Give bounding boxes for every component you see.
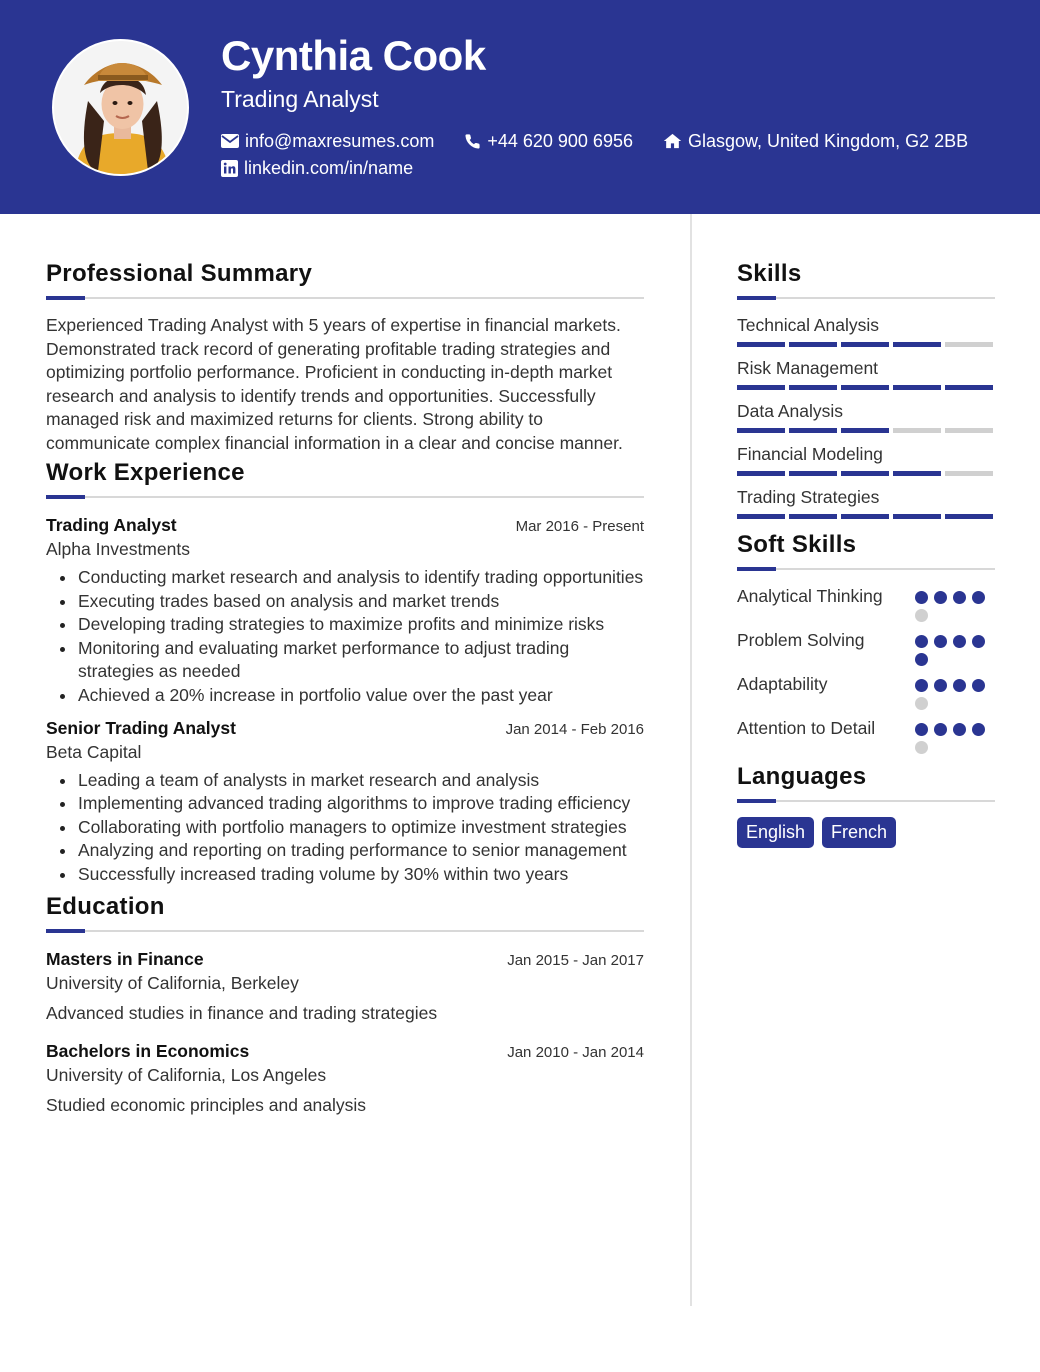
degree-title: Masters in Finance xyxy=(46,948,204,969)
skill-name: Financial Modeling xyxy=(737,444,883,464)
contact-email[interactable] xyxy=(221,131,434,152)
skill-level-segment xyxy=(893,428,941,433)
job-bullets xyxy=(78,566,644,708)
list-item: Implementing advanced trading algorithms to improve trading efficiency xyxy=(78,792,644,816)
soft-skill-dots xyxy=(915,629,995,666)
profile-photo xyxy=(52,39,189,176)
list-item: Developing trading strategies to maximize profits and minimize risks xyxy=(78,613,644,637)
education-section xyxy=(46,891,644,1117)
skill-name: Risk Management xyxy=(737,358,879,378)
contact-location xyxy=(663,131,968,152)
summary-text: Experienced Trading Analyst with 5 years of expertise in financial markets. Demonstrated track record of generating profitable trading strategies and optimizing portfolio performance. Proficient in conducting in-depth market research and analysis to identify trends and opportunities. Successfully managed risk and maximized returns for clients. Strong ability to communicate complex financial information in a clear and concise manner. xyxy=(46,315,623,453)
skill-level-segment xyxy=(945,342,993,347)
skill-level-dot xyxy=(915,723,928,736)
list-item: Leading a team of analysts in market research and analysis xyxy=(78,769,644,793)
soft-skill-item xyxy=(737,585,995,622)
school-name: University of California, Berkeley xyxy=(46,972,299,993)
skill-level-segment xyxy=(737,342,785,347)
skill-level-dot xyxy=(915,653,928,666)
skill-item xyxy=(737,357,995,390)
skill-name: Data Analysis xyxy=(737,401,844,421)
summary-section xyxy=(46,258,644,455)
skill-level-segment xyxy=(789,385,837,390)
skill-item xyxy=(737,314,995,347)
skill-level-dot xyxy=(972,635,985,648)
skill-level-segment xyxy=(841,342,889,347)
contact-phone[interactable] xyxy=(464,131,633,152)
skill-level-dot xyxy=(915,741,928,754)
skill-level-bar xyxy=(737,385,995,390)
skill-level-segment xyxy=(789,514,837,519)
soft-skills-section xyxy=(737,529,995,754)
skill-level-dot xyxy=(915,609,928,622)
skill-level-dot xyxy=(934,723,947,736)
education-date: Jan 2015 - Jan 2017 xyxy=(507,951,644,969)
skill-level-segment xyxy=(893,342,941,347)
portrait-illustration xyxy=(54,41,189,176)
skill-name: Trading Strategies xyxy=(737,487,880,507)
school-name: University of California, Los Angeles xyxy=(46,1064,327,1085)
section-rule xyxy=(737,799,995,803)
skill-level-segment xyxy=(841,428,889,433)
skill-level-segment xyxy=(945,514,993,519)
language-tag: English xyxy=(737,817,814,848)
skill-item xyxy=(737,443,995,476)
job-company: Alpha Investments xyxy=(46,539,190,559)
education-heading: Education xyxy=(46,892,165,920)
skill-level-segment xyxy=(945,471,993,476)
skill-level-segment xyxy=(737,385,785,390)
skill-level-dot xyxy=(953,591,966,604)
education-entry xyxy=(46,947,644,1025)
soft-skill-name: Adaptability xyxy=(737,674,828,694)
section-rule xyxy=(737,296,995,300)
list-item: Collaborating with portfolio managers to optimize investment strategies xyxy=(78,816,644,840)
phone-text: +44 620 900 6956 xyxy=(487,130,633,151)
job-entry xyxy=(46,513,644,708)
skill-level-segment xyxy=(737,514,785,519)
linkedin-text: linkedin.com/in/name xyxy=(244,157,414,178)
contact-info xyxy=(221,128,998,182)
soft-skill-dots xyxy=(915,673,995,710)
skill-level-dot xyxy=(972,723,985,736)
skill-level-bar xyxy=(737,342,995,347)
soft-skill-item xyxy=(737,673,995,710)
skills-heading: Skills xyxy=(737,260,802,287)
soft-skill-item xyxy=(737,629,995,666)
list-item: Analyzing and reporting on trading performance to senior management xyxy=(78,839,644,863)
skill-level-segment xyxy=(737,471,785,476)
language-tags xyxy=(737,817,995,848)
skill-level-segment xyxy=(893,471,941,476)
soft-skill-name: Attention to Detail xyxy=(737,718,876,738)
skill-level-segment xyxy=(945,385,993,390)
education-description: Advanced studies in finance and trading strategies xyxy=(46,1002,438,1023)
skill-level-segment xyxy=(841,471,889,476)
skill-level-dot xyxy=(934,679,947,692)
soft-skill-dots xyxy=(915,585,995,622)
soft-skills-heading: Soft Skills xyxy=(737,531,857,558)
skill-level-bar xyxy=(737,428,995,433)
language-tag: French xyxy=(822,817,896,848)
skill-level-dot xyxy=(953,635,966,648)
soft-skill-item xyxy=(737,717,995,754)
linkedin-icon xyxy=(221,160,238,177)
side-column xyxy=(737,258,995,848)
skill-item xyxy=(737,400,995,433)
list-item: Achieved a 20% increase in portfolio value over the past year xyxy=(78,684,644,708)
skill-level-dot xyxy=(953,723,966,736)
skill-level-segment xyxy=(789,342,837,347)
list-item: Executing trades based on analysis and market trends xyxy=(78,590,644,614)
phone-icon xyxy=(464,133,481,150)
column-divider xyxy=(690,214,692,1306)
job-date: Jan 2014 - Feb 2016 xyxy=(505,720,644,738)
skill-name: Technical Analysis xyxy=(737,315,880,335)
skill-level-dot xyxy=(915,591,928,604)
skill-level-bar xyxy=(737,514,995,519)
job-date: Mar 2016 - Present xyxy=(515,518,644,535)
contact-linkedin[interactable] xyxy=(221,158,413,179)
job-entry xyxy=(46,716,644,887)
skill-level-bar xyxy=(737,471,995,476)
email-text: info@maxresumes.com xyxy=(245,130,435,151)
candidate-title: Trading Analyst xyxy=(221,86,379,112)
soft-skill-name: Analytical Thinking xyxy=(737,586,883,606)
skill-level-dot xyxy=(915,635,928,648)
education-entry xyxy=(46,1039,644,1117)
main-column xyxy=(46,258,644,1131)
resume-header xyxy=(0,0,1040,214)
education-date: Jan 2010 - Jan 2014 xyxy=(507,1043,644,1061)
skill-level-dot xyxy=(972,591,985,604)
languages-heading: Languages xyxy=(737,763,867,790)
list-item: Successfully increased trading volume by 30% within two years xyxy=(78,863,644,887)
skill-level-segment xyxy=(893,385,941,390)
skill-level-segment xyxy=(841,514,889,519)
skill-level-dot xyxy=(934,591,947,604)
skill-level-dot xyxy=(953,679,966,692)
summary-heading: Professional Summary xyxy=(46,260,313,287)
education-description: Studied economic principles and analysis xyxy=(46,1094,367,1115)
skill-level-segment xyxy=(841,385,889,390)
section-rule xyxy=(737,567,995,571)
soft-skill-dots xyxy=(915,717,995,754)
experience-heading: Work Experience xyxy=(46,459,245,486)
skill-level-dot xyxy=(915,679,928,692)
candidate-name: Cynthia Cook xyxy=(221,32,486,79)
envelope-icon xyxy=(221,134,239,148)
skill-level-segment xyxy=(789,428,837,433)
skill-level-segment xyxy=(893,514,941,519)
skills-section xyxy=(737,258,995,519)
job-bullets xyxy=(78,769,644,887)
list-item: Monitoring and evaluating market performance to adjust trading strategies as needed xyxy=(78,637,644,684)
job-title: Senior Trading Analyst xyxy=(46,717,236,738)
skill-item xyxy=(737,486,995,519)
job-title: Trading Analyst xyxy=(46,515,177,535)
skill-level-segment xyxy=(737,428,785,433)
list-item: Conducting market research and analysis to identify trading opportunities xyxy=(78,566,644,590)
section-rule xyxy=(46,296,644,300)
section-rule xyxy=(46,929,644,933)
skill-level-dot xyxy=(915,697,928,710)
skill-level-dot xyxy=(934,635,947,648)
skill-level-dot xyxy=(972,679,985,692)
section-rule xyxy=(46,495,644,499)
languages-section xyxy=(737,761,995,848)
experience-section xyxy=(46,457,644,887)
skill-level-segment xyxy=(789,471,837,476)
home-icon xyxy=(663,133,682,149)
skill-level-segment xyxy=(945,428,993,433)
soft-skill-name: Problem Solving xyxy=(737,630,865,650)
degree-title: Bachelors in Economics xyxy=(46,1040,250,1061)
job-company: Beta Capital xyxy=(46,741,142,762)
location-text: Glasgow, United Kingdom, G2 2BB xyxy=(687,130,969,151)
